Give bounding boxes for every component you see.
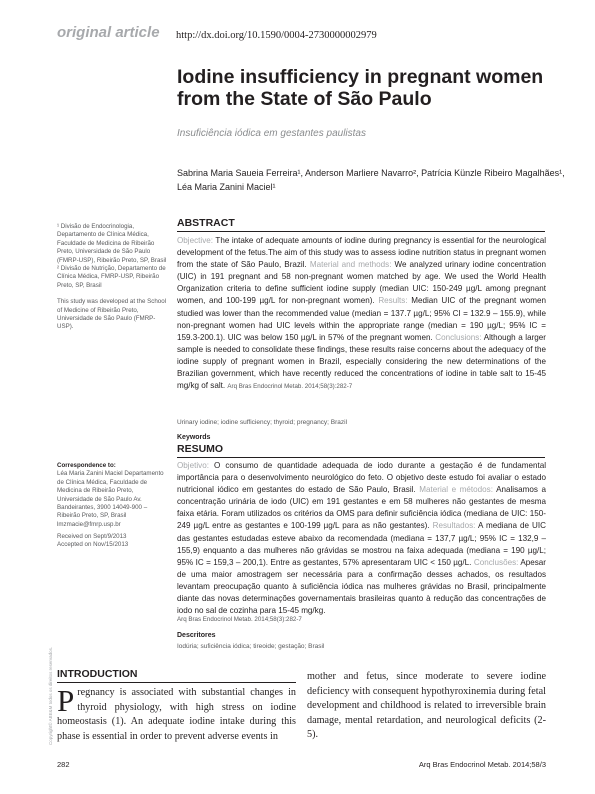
dates-block xyxy=(57,533,169,550)
keywords-heading: Keywords xyxy=(177,434,211,441)
doi-link[interactable]: http://dx.doi.org/10.1590/0004-2730000002979 xyxy=(176,30,377,41)
correspondence-address: Léa Maria Zanini Maciel Departamento de Clínica Médica, Faculdade de Medicina de Ribeirão Preto, Universidade de São Paulo Av. Bandeirantes, 3900 14049-900 – Ribeirão Preto, SP, Brasil lmzmacie@fmrp.usp.br xyxy=(57,470,164,528)
resumo-objective-label: Objetivo: xyxy=(177,461,209,470)
abstract-methods-label: Material and methods: xyxy=(309,260,392,270)
resumo-divider xyxy=(177,457,545,458)
affiliations-block xyxy=(57,223,169,332)
correspondence-heading: Correspondence to: xyxy=(57,462,116,469)
introduction-column-1 xyxy=(57,683,296,744)
journal-footer: Arq Bras Endocrinol Metab. 2014;58/3 xyxy=(418,760,546,769)
introduction-heading: INTRODUCTION xyxy=(57,668,138,680)
resumo-body xyxy=(177,460,546,617)
abstract-methods-text: We analyzed urinary iodine concentration (UIC) in 191 pregnant and 58 non-pregnant women matched by age. We used the World Health Organization criteria to define sufficient iodine supply (median UIC: 150-249 µg/L among pregnant women, and 100-199 µg/L for non-pregnant women). xyxy=(177,260,546,306)
resumo-methods-text: Analisamos a concentração urinária de iodo (UIC) em 191 gestantes e em 58 mulheres não gestantes de mesma faixa etária. Foram utilizados os critérios da OMS para definir suficiência iódica (mediana de UIC: 150-249 µg/L entre as gestantes e 100-199 µg/L para as não gestantes). xyxy=(177,485,547,531)
affiliation-1: ¹ Divisão de Endocrinologia, Departamento de Clínica Médica, Faculdade de Medicina de Ribeirão Preto, Universidade de São Paulo (FMRP-USP), Ribeirão Preto, SP, Brasil xyxy=(57,223,167,264)
author-list: Sabrina Maria Saueia Ferreira¹, Anderson Marliere Navarro², Patrícia Künzle Ribeiro Magalhães¹, Léa Maria Zanini Maciel¹ xyxy=(177,168,565,192)
resumo-results-text: A mediana de UIC das gestantes estudadas esteve abaixo da recomendada (mediana = 137,7 µg/L; 95% IC = 132,9 – 155,9) enquanto a das mulheres não grávidas se mostrou na faixa adequada (mediana = 190 µg/L; 95% IC = 159,3 – 200,1). Entre as gestantes, 57% apresentaram UIC < 150 µg/L. xyxy=(177,521,546,567)
abstract-conclusions-label: Conclusions: xyxy=(435,332,482,342)
study-note: This study was developed at the School of Medicine of Ribeirão Preto, Universidade de São Paulo (FMRP-USP). xyxy=(57,298,167,331)
resumo-conclusions-label: Conclusões: xyxy=(473,557,519,567)
accepted-date: Accepted on Nov/15/2013 xyxy=(57,541,129,549)
resumo-methods-label: Material e métodos: xyxy=(419,485,493,495)
introduction-text-1: regnancy is associated with substantial changes in thyroid physiology, with high stress on iodine homeostasis (1). An adequate iodine intake during this phase is essential in order to prevent adverse events in xyxy=(57,687,296,742)
abstract-objective-label: Objective: xyxy=(177,236,213,245)
resumo-conclusions-text: Apesar de uma maior amostragem ser necessária para a confirmação desses achados, os resultados levantam preocupação quanto à suficiência iódica nas mulheres grávidas no Brasil, principalmente diante das novas determinações governamentais brasileiras quanto à redução das concentrações de iodo no sal de cozinha para 15-45 mg/kg. xyxy=(177,557,546,616)
correspondence-block xyxy=(57,462,169,529)
resumo-heading: RESUMO xyxy=(177,443,224,455)
article-title: Iodine insufficiency in pregnant women from the State of São Paulo xyxy=(177,66,544,110)
abstract-divider xyxy=(177,231,545,232)
affiliation-2: ² Divisão de Nutrição, Departamento de Clínica Médica, FMRP-USP, Ribeirão Preto, SP, Brasil xyxy=(57,265,166,289)
resumo-results-label: Resultados: xyxy=(432,521,476,531)
abstract-objective-text: The intake of adequate amounts of iodine during pregnancy is essential for the neurological development of the fetus.The aim of this study was to assess iodine nutrition status in pregnant women from the state of São Paulo, Brazil. xyxy=(177,236,546,270)
introduction-column-2: mother and fetus, since moderate to severe iodine deficiency with consequent hypothyroxinemia during fetal development and childhood is related to irreversible brain damage, mental retardation, and neurological deficits (2-5). xyxy=(307,671,546,741)
resumo-citation: Arq Bras Endocrinol Metab. 2014;58(3):282-7 xyxy=(177,616,302,623)
resumo-objective-text: O consumo de quantidade adequada de iodo durante a gestação é de fundamental importância para o desenvolvimento neurológico do feto. O objetivo deste estudo foi avaliar o estado nutricional iódico em gestantes do estado de São Paulo, Brasil. xyxy=(177,461,546,495)
article-subtitle: Insuficiência iódica em gestantes paulistas xyxy=(177,128,366,139)
article-type-label: original article xyxy=(57,24,160,41)
abstract-citation: Arq Bras Endocrinol Metab. 2014;58(3):282-7 xyxy=(227,383,353,391)
received-date: Received on Sept/9/2013 xyxy=(57,533,127,540)
abstract-conclusions-text: Although a larger sample is needed to consolidate these findings, these results raise concerns about the adequacy of the iodine supply of pregnant women in Brazil, especially considering the new determinations of the Brazilian government, which have recently reduced the concentrations of iodine in table salt to 15-45 mg/kg of salt. xyxy=(177,332,546,391)
descritores-heading: Descritores xyxy=(177,632,216,639)
abstract-results-text: Median UIC of the pregnant women studied was lower than the recommended value (median = 137.7 µg/L; 95% CI = 132.9 – 155.9), while non-pregnant women had UIC levels within the appropriate range (median = 190 µg/L; 95% IC = 159.3-200.1). UIC was below 150 µg/L in 57% of the pregnant women. xyxy=(177,296,546,342)
page-number: 282 xyxy=(57,760,70,769)
abstract-results-label: Results: xyxy=(378,296,408,306)
introduction-divider xyxy=(57,682,296,683)
descritores-list: Iodúria; suficiência iódica; tireoide; gestação; Brasil xyxy=(177,643,325,650)
copyright-notice: Copyright© ABE&M todos os direitos reservados. xyxy=(48,646,53,745)
abstract-heading: ABSTRACT xyxy=(177,217,235,229)
abstract-body xyxy=(177,235,546,393)
keywords-list: Urinary iodine; iodine sufficiency; thyroid; pregnancy; Brazil xyxy=(177,419,348,426)
drop-cap: P xyxy=(57,683,75,718)
